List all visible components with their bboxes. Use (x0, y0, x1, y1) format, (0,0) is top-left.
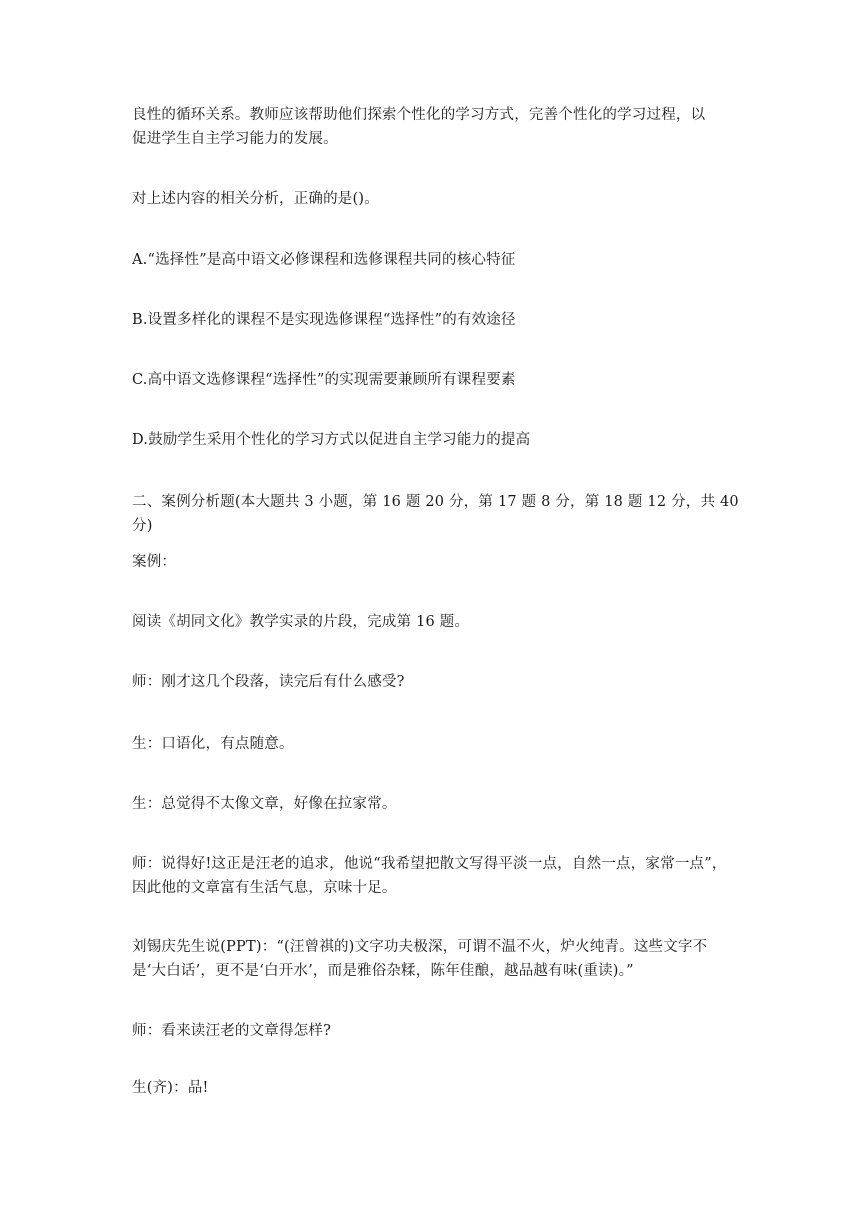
text-line: 对上述内容的相关分析，正确的是()。 (132, 191, 379, 207)
teacher-line-2 (132, 852, 744, 900)
text-line: 师：看来读汪老的文章得怎样? (132, 1023, 332, 1039)
text-line: 师：刚才这几个段落，读完后有什么感受? (132, 674, 405, 690)
section-heading (132, 490, 744, 538)
text-line: A.“选择性”是高中语文必修课程和选修课程共同的核心特征 (132, 252, 516, 268)
text-line: 生：口语化，有点随意。 (132, 736, 294, 752)
text-line: 促进学生自主学习能力的发展。 (132, 131, 338, 147)
quote-liu-xiqing (132, 935, 744, 983)
text-line: D.鼓励学生采用个性化的学习方式以促进自主学习能力的提高 (132, 432, 531, 448)
case-label (132, 550, 744, 574)
option-d (132, 428, 744, 452)
text-line: 生(齐)：品! (132, 1080, 209, 1096)
text-line: C.高中语文选修课程“选择性”的实现需要兼顾所有课程要素 (132, 372, 516, 388)
teacher-line-1 (132, 670, 744, 694)
option-b (132, 308, 744, 332)
option-c (132, 368, 744, 392)
text-line: 是‘大白话’，更不是‘白开水’，而是雅俗杂糅，陈年佳酿，越品越有味(重读)。” (132, 963, 634, 979)
text-line: B.设置多样化的课程不是实现选修课程“选择性”的有效途径 (132, 312, 516, 328)
text-line: 二、案例分析题(本大题共 3 小题，第 16 题 20 分，第 17 题 8 分，第 18 题 12 分，共 40 分) (132, 494, 739, 534)
text-line: 阅读《胡同文化》教学实录的片段，完成第 16 题。 (132, 614, 470, 630)
text-line: 良性的循环关系。教师应该帮助他们探索个性化的学习方式，完善个性化的学习过程，以 (132, 107, 706, 123)
text-line: 师：说得好!这正是汪老的追求，他说“我希望把散文写得平淡一点，自然一点，家常一点”， (132, 856, 727, 872)
student-line-1 (132, 732, 744, 756)
text-line: 生：总觉得不太像文章，好像在拉家常。 (132, 796, 397, 812)
text-line: 案例： (132, 554, 177, 570)
question-stem (132, 187, 744, 211)
text-line: 刘锡庆先生说(PPT)：“(汪曾祺的)文字功夫极深，可谓不温不火，炉火纯青。这些文字不 (132, 939, 708, 955)
intro-paragraph (132, 103, 744, 151)
student-line-2 (132, 792, 744, 816)
students-together-line (132, 1076, 744, 1100)
text-line: 因此他的文章富有生活气息，京味十足。 (132, 880, 397, 896)
reading-instruction (132, 610, 744, 634)
option-a (132, 248, 744, 272)
teacher-line-3 (132, 1019, 744, 1043)
